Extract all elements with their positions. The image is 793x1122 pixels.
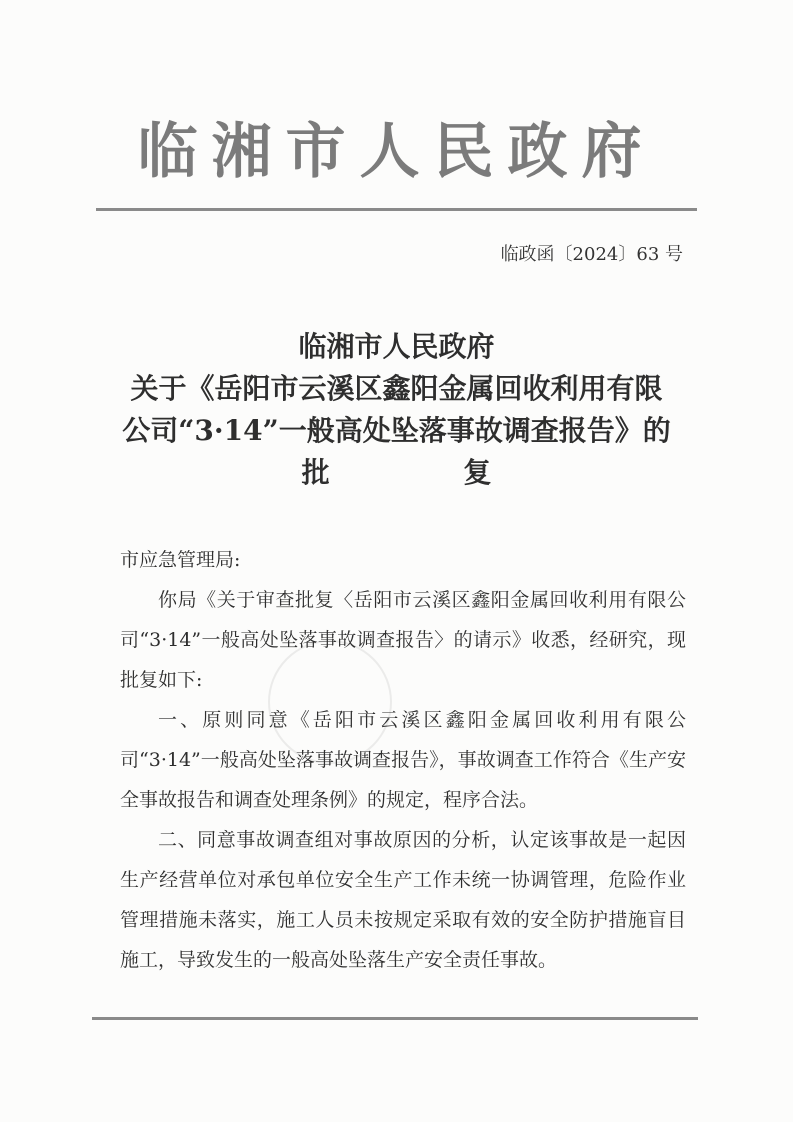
footer-divider	[92, 1017, 698, 1020]
title-line-3: 公司“3·14”一般高处坠落事故调查报告》的	[122, 414, 671, 447]
title-line-1: 临湘市人民政府	[298, 330, 495, 363]
document-number: 临政函〔2024〕63 号	[500, 244, 683, 265]
header-divider	[96, 208, 697, 211]
addressee: 市应急管理局:	[120, 549, 241, 571]
title-line-4: 批 复	[301, 456, 554, 489]
document-body	[120, 540, 686, 980]
body-paragraph-2: 一、原则同意《岳阳市云溪区鑫阳金属回收利用有限公司“3·14”一般高处坠落事故调查报告》，事故调查工作符合《生产安全事故报告和调查处理条例》的规定，程序合法。	[120, 709, 686, 811]
issuer-header: 临湘市人民政府	[137, 117, 656, 187]
title-line-2: 关于《岳阳市云溪区鑫阳金属回收利用有限	[130, 372, 663, 405]
body-paragraph-1: 你局《关于审查批复〈岳阳市云溪区鑫阳金属回收利用有限公司“3·14”一般高处坠落事故调查报告〉的请示》收悉，经研究，现批复如下:	[120, 589, 686, 691]
body-paragraph-3: 二、同意事故调查组对事故原因的分析，认定该事故是一起因生产经营单位对承包单位安全生产工作未统一协调管理，危险作业管理措施未落实，施工人员未按规定采取有效的安全防护措施盲目施工，导致发生的一般高处坠落生产安全责任事故。	[120, 829, 686, 971]
document-title	[0, 326, 793, 494]
